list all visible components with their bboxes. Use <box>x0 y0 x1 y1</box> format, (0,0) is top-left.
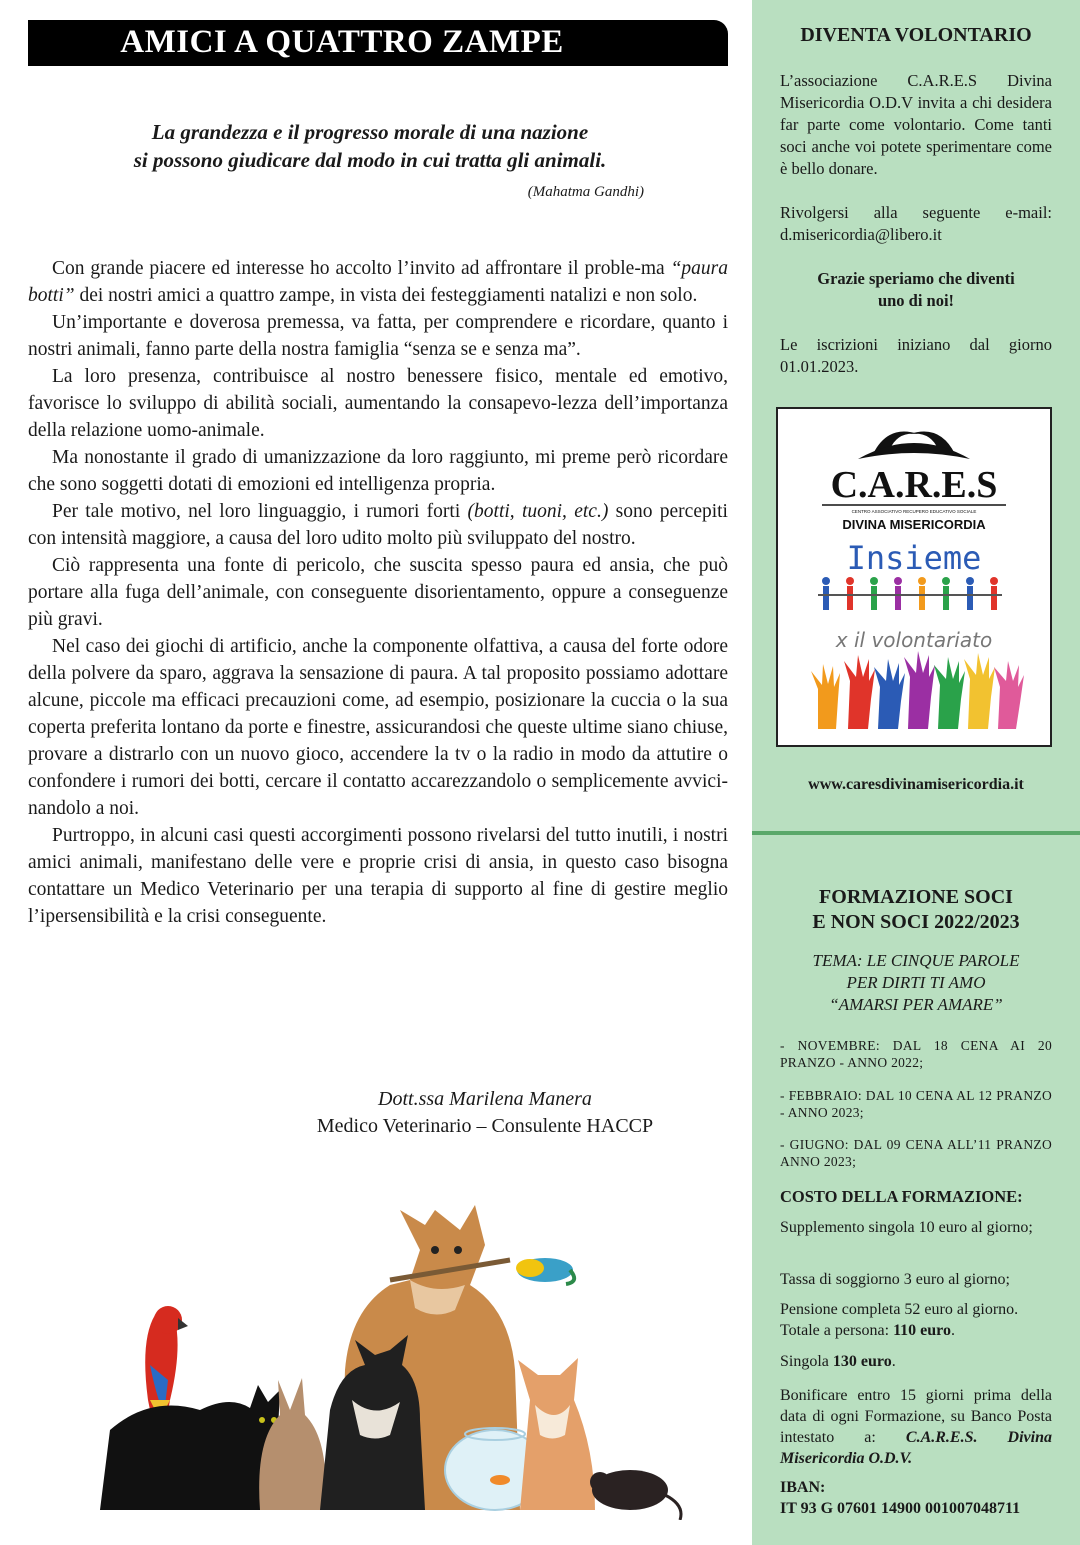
logo-volontariato: x il volontariato <box>835 628 993 652</box>
training-theme <box>780 950 1052 1016</box>
training-title-line-1: FORMAZIONE SOCI <box>819 886 1013 908</box>
training-title <box>780 885 1052 935</box>
contact-text: Rivolgersi alla seguente e-mail: d.misericordia@libero.it <box>780 203 1052 244</box>
iban <box>780 1477 1052 1519</box>
cost-single-supplement: Supplemento singola 10 euro al giorno; <box>780 1219 1033 1236</box>
quote-line-2: si possono giudicare dal modo in cui tratta gli animali. <box>133 148 607 172</box>
cost-single-value: 130 euro <box>832 1353 892 1370</box>
paragraph: La loro presenza, contribuisce al nostro benessere fisico, mentale ed emotivo, favorisce lo sviluppo di abilità sociali, aumentando la consapevo-lezza dell’importanza della relazione uomo-animale. <box>28 366 728 441</box>
sidebar <box>752 0 1080 1545</box>
animals-illustration <box>90 1190 690 1520</box>
cost-title: COSTO DELLA FORMAZIONE: <box>780 1187 1023 1206</box>
article-title: AMICI A QUATTRO ZAMPE <box>120 24 564 60</box>
signature <box>270 1086 700 1140</box>
cost-full-board: Pensione completa 52 euro al giorno. Totale a persona: 110 euro. <box>780 1301 1019 1339</box>
theme-line-2: PER DIRTI TI AMO <box>846 973 986 992</box>
logo-subtitle: DIVINA MISERICORDIA <box>842 517 986 532</box>
paragraph: Purtroppo, in alcuni casi questi accorgimenti possono rivelarsi del tutto inutili, i nostri amici animali, manifestano delle vere e proprie crisi di ansia, in questo caso bisogna contattare un Medico Veterinario per una terapia di supporto al fine di gestire meglio l’ipersensibilità e la crisi conseguente. <box>28 825 728 927</box>
iban-label: IBAN: <box>780 1479 826 1496</box>
payment-holder: C.A.R.E.S. Divina Misericordia O.D.V. <box>780 1429 1053 1467</box>
cost-total-value: 110 euro <box>893 1322 951 1339</box>
payment-text: Bonificare entro 15 giorni prima della data di ogni Formazione, su Banco Posta intestato a: C.A.R.E.S. Divina Misericordia O.D.V. <box>780 1387 1053 1467</box>
cost-tax: Tassa di soggiorno 3 euro al giorno; <box>780 1271 1010 1288</box>
date-february: - FEBBRAIO: DAL 10 CENA AL 12 PRANZO - ANNO 2023; <box>780 1088 1052 1120</box>
date-june: - GIUGNO: DAL 09 CENA ALL’11 PRANZO ANNO 2023; <box>780 1137 1052 1169</box>
training-title-line-2: E NON SOCI 2022/2023 <box>812 911 1020 933</box>
people-icon <box>818 577 1002 610</box>
date-november: - NOVEMBRE: DAL 18 CENA AI 20 PRANZO - ANNO 2022; <box>780 1038 1052 1070</box>
paragraph: Ciò rappresenta una fonte di pericolo, che suscita spesso paura ed ansia, che può portare alla fuga dell’animale, con conseguente disorientamento, oppure a conseguenze più gravi. <box>28 555 728 630</box>
enroll-text: Le iscrizioni iniziano dal giorno 01.01.2023. <box>780 335 1052 376</box>
rat-image <box>590 1470 681 1520</box>
website-link[interactable]: www.caresdivinamisericordia.it <box>808 776 1024 793</box>
title-underline <box>28 64 728 66</box>
paragraph: Con grande piacere ed interesse ho accolto l’invito ad affrontare il proble-ma “paura botti” dei nostri amici a quattro zampe, in vista dei festeggiamenti natalizi e non solo. <box>28 258 728 306</box>
logo-name: C.A.R.E.S <box>830 464 998 506</box>
cares-logo <box>776 407 1052 747</box>
iban-value: IT 93 G 07601 14900 001007048711 <box>780 1500 1021 1517</box>
paragraph: Un’importante e doverosa premessa, va fatta, per comprendere e ricordare, quanto i nostri animali, fanno parte della nostra famiglia “senza se e senza ma”. <box>28 312 728 360</box>
rabbit-image <box>259 1378 326 1510</box>
section-divider <box>752 831 1080 835</box>
paragraph: Per tale motivo, nel loro linguaggio, i rumori forti (botti, tuoni, etc.) sono percepiti con intensità maggiore, a causa del loro udito molto più sviluppato del nostro. <box>28 501 728 549</box>
volunteer-title: DIVENTA VOLONTARIO <box>800 24 1032 46</box>
thanks-line-2: uno di noi! <box>877 291 955 310</box>
logo-tagline: CENTRO ASSOCIATIVO RECUPERO EDUCATIVO SOCIALE <box>851 509 977 514</box>
quote <box>60 118 680 174</box>
kitten-image <box>518 1358 595 1510</box>
thanks-line-1: Grazie speriamo che diventi <box>817 269 1015 288</box>
logo-insieme: Insieme <box>846 539 982 577</box>
signature-role: Medico Veterinario – Consulente HACCP <box>316 1115 654 1137</box>
quote-line-1: La grandezza e il progresso morale di una nazione <box>151 120 589 144</box>
signature-name: Dott.ssa Marilena Manera <box>378 1088 592 1110</box>
theme-line-3: “AMARSI PER AMARE” <box>829 995 1003 1014</box>
thanks-text <box>780 268 1052 312</box>
cat-image <box>100 1385 280 1510</box>
paragraph: Nel caso dei giochi di artificio, anche la componente olfattiva, a causa del forte odore della polvere da sparo, aggrava la sensazione di paura. A tal proposito possiamo adottare alcune, piccole ma efficaci precauzioni come, ad esempio, posizionare la cuccia o la sua coperta preferita lontano da porte e finestre, assicurandosi che queste ultime siano chiuse, provare a distrarlo con un nuovo gioco, accendere la tv o la radio in modo da attutire o confondere i rumori dei botti, cercare il contatto accarezzandolo o semplicemente avvici-nandolo a noi. <box>28 636 728 819</box>
volunteer-text: L’associazione C.A.R.E.S Divina Misericordia O.D.V invita a chi desidera far parte come volontario. Come tanti soci anche voi potete sperimentare come è bello donare. <box>780 71 1052 178</box>
hands-icon <box>811 651 1024 729</box>
paragraph: Ma nonostante il grado di umanizzazione da loro raggiunto, mi preme però ricordare che sono soggetti dotati di emozioni ed intelligenza propria. <box>28 447 728 495</box>
theme-line-1: TEMA: LE CINQUE PAROLE <box>812 951 1020 970</box>
chameleon-image <box>516 1258 574 1284</box>
article-body <box>28 255 728 930</box>
cost-single: Singola 130 euro. <box>780 1353 896 1370</box>
quote-author: (Mahatma Gandhi) <box>527 184 644 200</box>
